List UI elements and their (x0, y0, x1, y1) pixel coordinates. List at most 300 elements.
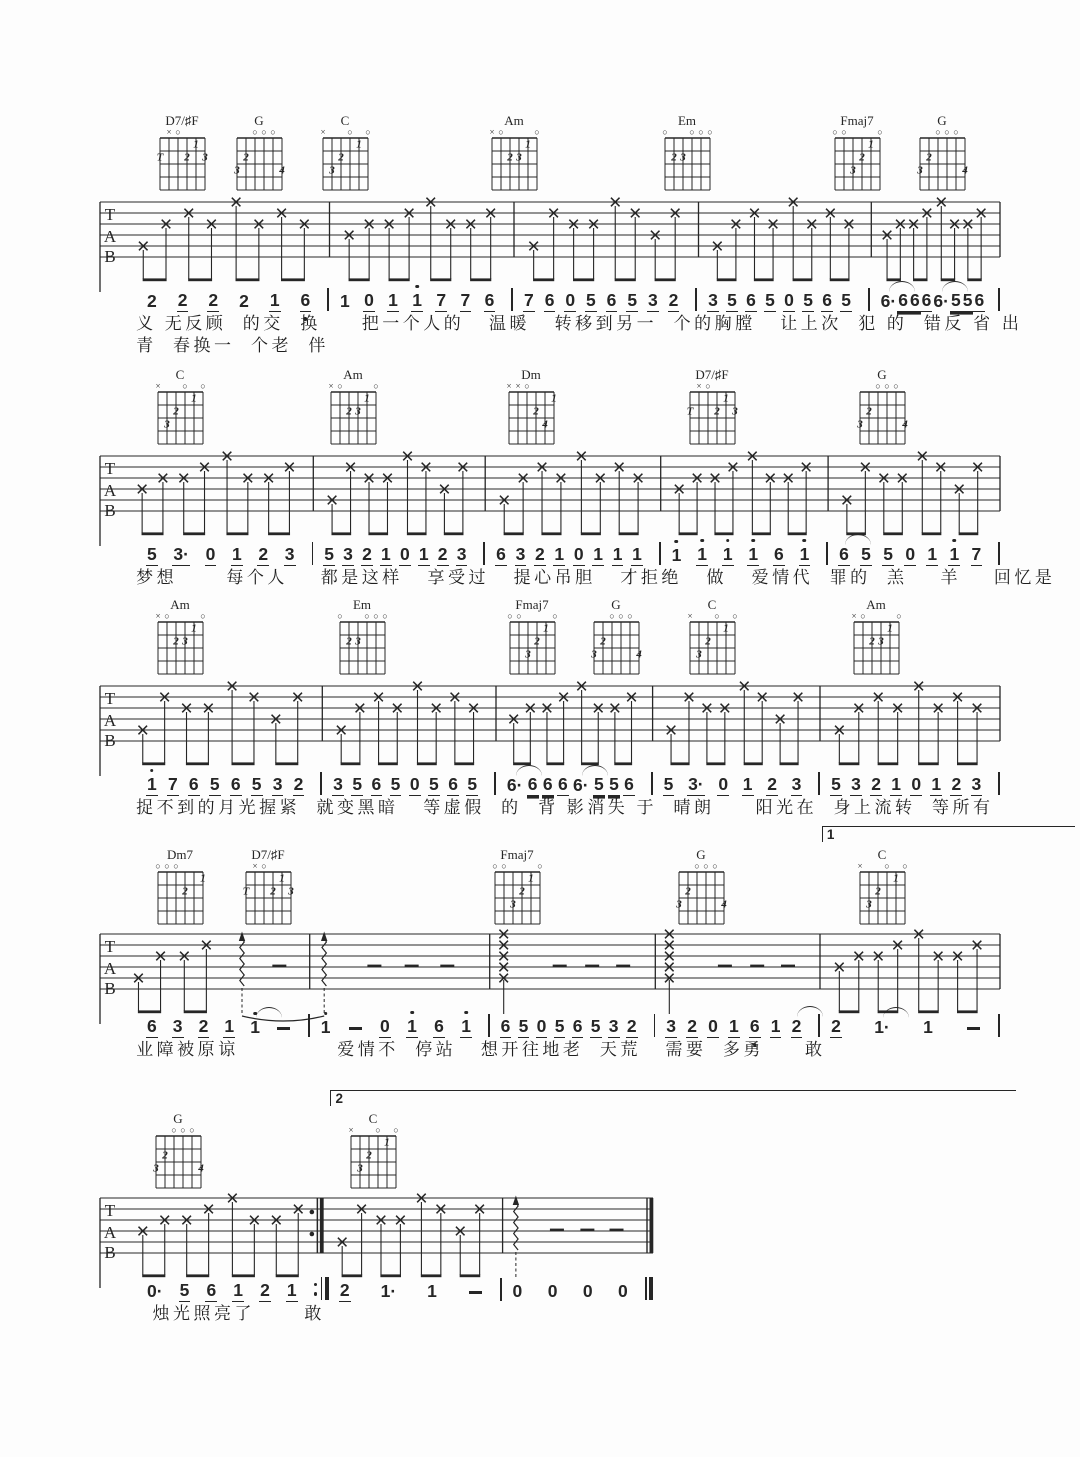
jianpu-note: 0 (582, 1280, 593, 1301)
jianpu-note: 3 (647, 292, 659, 313)
jianpu-note: 3 (791, 776, 803, 797)
jianpu-note: 3 (172, 1018, 184, 1039)
jianpu-note: 1 (926, 546, 938, 567)
final-barline (645, 1277, 653, 1301)
finger-number: 3 (288, 885, 294, 898)
open-string-icon: ○ (507, 611, 513, 621)
jianpu-note: 5 (428, 776, 440, 797)
finger-number: 3 (878, 635, 884, 648)
chord-name: G (696, 848, 706, 862)
open-string-icon: ○ (698, 127, 704, 137)
jianpu-note: 2 (207, 292, 219, 313)
jianpu-note: 5 (626, 292, 638, 313)
chord-Am (845, 598, 909, 686)
open-string-icon: ○ (552, 611, 558, 621)
open-string-icon: ○ (382, 611, 388, 621)
volta-bracket-1 (822, 826, 1075, 842)
open-string-icon: ○ (252, 127, 258, 137)
open-string-icon: ○ (534, 127, 540, 137)
tab-staff-1 (0, 196, 1080, 292)
numbers-line-5 (100, 1270, 653, 1302)
finger-number: 2 (173, 405, 179, 418)
jianpu-note: 3 (515, 546, 527, 567)
muted-string-icon: × (166, 127, 172, 137)
finger-number: 1 (723, 622, 729, 635)
jianpu-note: 2 (791, 1018, 803, 1039)
system-2 (0, 360, 1080, 616)
jianpu-note: 3· (687, 776, 705, 797)
jianpu-note: 0 (536, 1018, 548, 1039)
chord-D7/♯F (681, 368, 745, 456)
jianpu-note: 0 (564, 292, 576, 313)
system-1 (0, 106, 1080, 362)
chord-C (149, 368, 213, 456)
volta-label: 2 (335, 1091, 343, 1106)
jianpu-note: 3 (284, 546, 296, 567)
jianpu-note: 3 (342, 546, 354, 567)
open-string-icon: ○ (714, 611, 720, 621)
finger-number: 3 (355, 405, 361, 418)
open-string-icon: ○ (365, 127, 371, 137)
numbers-line-4 (100, 1006, 1000, 1038)
finger-number: 2 (859, 151, 865, 164)
finger-number: 1 (384, 1136, 390, 1149)
jianpu-note: 1 (146, 776, 158, 797)
finger-number: 1 (525, 138, 531, 151)
open-string-icon: ○ (337, 381, 343, 391)
jianpu-note: 5 (802, 292, 814, 313)
jianpu-note: 5 (726, 292, 738, 313)
tab-staff-3 (0, 680, 1080, 776)
finger-number: 3 (202, 151, 208, 164)
finger-number: 3 (591, 648, 597, 661)
open-string-icon: ○ (694, 861, 700, 871)
finger-number: 2 (534, 635, 540, 648)
chord-C (681, 598, 745, 686)
chord-C (314, 114, 378, 202)
tab-staff-2 (0, 450, 1080, 546)
jianpu-note: 1· (873, 1019, 891, 1039)
jianpu-note: 3 (971, 776, 983, 797)
finger-number: 3 (164, 418, 170, 431)
jianpu-note: 1 (406, 1018, 418, 1039)
octave-dot-above (803, 539, 807, 543)
finger-number: T (156, 151, 164, 164)
jianpu-note: 1 (728, 1018, 740, 1039)
jianpu-note: 1· (380, 1280, 397, 1301)
lyrics-line-1-2: 青 春换一 个老 伴 (136, 336, 329, 355)
jianpu-note: 6 (749, 1018, 761, 1039)
jianpu-note: 7 (523, 292, 535, 313)
barline-thick (649, 1277, 653, 1300)
jianpu-note: 2 (177, 292, 189, 313)
jianpu-note: 6 (484, 292, 496, 313)
finger-number: 2 (243, 151, 249, 164)
jianpu-note: 1 (380, 546, 392, 567)
jianpu-note: 1 (427, 1280, 437, 1301)
open-string-icon: ○ (155, 861, 161, 871)
chord-G (585, 598, 649, 686)
open-string-icon: ○ (347, 127, 353, 137)
jianpu-note: 5 (840, 292, 852, 313)
chord-diagram-G (585, 598, 649, 686)
finger-number: 2 (338, 151, 344, 164)
finger-number: 2 (270, 885, 276, 898)
finger-number: 2 (162, 1149, 168, 1162)
jianpu-note: 1 (747, 546, 759, 567)
jianpu-note: 1 (930, 776, 942, 797)
repeat-dots (314, 1283, 318, 1296)
chord-diagram-G (147, 1112, 211, 1200)
finger-number: 3 (676, 898, 682, 911)
muted-string-icon: × (320, 127, 326, 137)
jianpu-note: 0 (573, 546, 585, 567)
finger-number: 2 (600, 635, 606, 648)
jianpu-note: 5 (466, 776, 478, 797)
finger-number: 4 (542, 418, 548, 431)
lyrics-line-1-1: 义 无反顾 的交 换 把一个人的 温暖 转移到另一 个的胸膛 让上次 犯 的 错反 省 出 (136, 314, 1023, 333)
jianpu-note: 0 (618, 1280, 628, 1301)
chord-name: Am (866, 598, 886, 612)
barline-thin (645, 1277, 647, 1300)
jianpu-note: 1 (770, 1018, 782, 1039)
lyrics-line-5-1: 烛光照亮了 敢 (136, 1304, 325, 1323)
jianpu-note: 0 (363, 292, 375, 313)
numbers-line-1 (100, 280, 1000, 312)
jianpu-note: 3 (665, 1018, 677, 1039)
chord-D7/♯F (237, 848, 301, 936)
jianpu-note: 5 (593, 776, 605, 797)
jianpu-note: 1 (411, 292, 423, 313)
tie-arc (883, 1007, 909, 1018)
chord-diagram-Em (331, 598, 395, 686)
finger-number: 3 (234, 164, 240, 177)
open-string-icon: ○ (492, 861, 498, 871)
octave-dot-above (415, 285, 419, 289)
jianpu-note: 7 (460, 292, 472, 313)
chord-Dm (500, 368, 564, 456)
finger-number: 2 (926, 151, 932, 164)
tie-arc (797, 1006, 823, 1017)
finger-number: 3 (525, 648, 531, 661)
chord-diagram-G (228, 114, 292, 202)
jianpu-note: 5 (554, 1018, 566, 1039)
open-string-icon: ○ (893, 381, 899, 391)
chord-diagram-Am (845, 598, 909, 686)
jianpu-note: 6 (371, 776, 383, 797)
jianpu-note: 0 (910, 776, 922, 797)
jianpu-note: 7 (971, 546, 983, 567)
jianpu-note: 6· (880, 293, 898, 313)
chord-G (147, 1112, 211, 1200)
barline (998, 288, 1000, 311)
jianpu-note: 6 (921, 292, 933, 313)
open-string-icon: ○ (662, 127, 668, 137)
lyrics-line-2-1: 梦想 每个人 都是这样 享受过 提心吊胆 才拒绝 做 爱情代 罪的 羔 羊 回忆是 (136, 568, 1056, 587)
open-string-icon: ○ (627, 611, 633, 621)
jianpu-note: 3 (456, 546, 468, 567)
open-string-icon: ○ (877, 127, 883, 137)
jianpu-note: 2 (361, 546, 373, 567)
jianpu-note: 0 (399, 546, 411, 567)
finger-number: 4 (198, 1162, 204, 1175)
chord-name: Am (170, 598, 190, 612)
octave-dot-above (751, 539, 755, 543)
volta-label: 1 (826, 827, 835, 842)
open-string-icon: ○ (953, 127, 959, 137)
finger-number: 3 (866, 898, 872, 911)
svg-text:T: T (104, 459, 116, 478)
jianpu-note: 7 (435, 292, 447, 313)
muted-string-icon: × (506, 381, 512, 391)
jianpu-note: 3 (707, 292, 719, 313)
chord-diagram-C (149, 368, 213, 456)
numbers-measure-2 (329, 1279, 500, 1303)
jianpu-note: 5 (860, 546, 872, 567)
jianpu-note: 6 (495, 546, 507, 567)
finger-number: 3 (357, 1162, 363, 1175)
chord-name: G (611, 598, 621, 612)
chord-diagram-Dm (500, 368, 564, 456)
finger-number: 2 (685, 885, 691, 898)
open-string-icon: ○ (618, 611, 624, 621)
open-string-icon: ○ (200, 611, 206, 621)
jianpu-note: 2 (668, 292, 680, 313)
chord-name: C (877, 848, 887, 862)
numbers-measure-5 (820, 1015, 998, 1039)
octave-dot-above (150, 769, 154, 773)
chord-name: Em (352, 598, 372, 612)
jianpu-note: 1 (696, 546, 708, 567)
open-string-icon: ○ (705, 381, 711, 391)
finger-number: 2 (671, 151, 677, 164)
muted-string-icon: × (155, 611, 161, 621)
open-string-icon: ○ (732, 611, 738, 621)
chord-Am (149, 598, 213, 686)
jianpu-note: 0 (512, 1280, 523, 1301)
rest-dash (349, 1027, 362, 1030)
open-string-icon: ○ (537, 861, 543, 871)
jianpu-note: 6 (542, 776, 554, 797)
system-5 (0, 1090, 1080, 1346)
chord-Am (322, 368, 386, 456)
finger-number: 2 (866, 405, 872, 418)
jianpu-note: 2 (766, 776, 778, 797)
open-string-icon: ○ (712, 861, 718, 871)
open-string-icon: ○ (875, 381, 881, 391)
chord-name: Dm (521, 368, 541, 382)
svg-text:B: B (104, 979, 116, 998)
chord-diagram-C (342, 1112, 406, 1200)
svg-text:B: B (104, 247, 116, 266)
jianpu-note: 6 (205, 1282, 217, 1303)
jianpu-note: 6 (606, 292, 618, 313)
finger-number: 3 (696, 648, 702, 661)
jianpu-note: 1 (631, 546, 643, 567)
open-string-icon: ○ (944, 127, 950, 137)
tie-arc (845, 534, 871, 545)
chord-Fmaj7 (486, 848, 550, 936)
finger-number: 2 (346, 405, 352, 418)
jianpu-note: 1 (320, 1019, 332, 1039)
finger-number: 4 (721, 898, 727, 911)
chord-diagram-D7/♯F (237, 848, 301, 936)
chord-Em (656, 114, 720, 202)
jianpu-note: 2 (830, 1018, 842, 1039)
finger-number: 4 (636, 648, 642, 661)
finger-number: 3 (516, 151, 522, 164)
jianpu-note: 1 (286, 1282, 298, 1303)
chord-D7/♯F (151, 114, 215, 202)
chord-diagram-Am (483, 114, 547, 202)
octave-dot-above (464, 1011, 468, 1015)
repeat-dot (314, 1292, 318, 1296)
jianpu-note: 2 (437, 546, 449, 567)
open-string-icon: ○ (180, 1125, 186, 1135)
finger-number: 2 (714, 405, 720, 418)
open-string-icon: ○ (501, 861, 507, 871)
finger-number: 1 (356, 138, 362, 151)
jianpu-note: 3 (272, 776, 284, 797)
jianpu-note: 1 (890, 776, 902, 797)
open-string-icon: ○ (841, 127, 847, 137)
finger-number: 1 (191, 392, 197, 405)
finger-number: 1 (364, 392, 370, 405)
jianpu-note: 2 (239, 290, 249, 311)
jianpu-note: 6 (897, 292, 909, 313)
jianpu-note: 5 (882, 546, 894, 567)
repeat-end-barline (314, 1277, 329, 1301)
svg-text:A: A (103, 227, 117, 246)
jianpu-note: 6 (557, 776, 569, 797)
finger-number: 4 (279, 164, 285, 177)
rest-dash (967, 1027, 980, 1030)
muted-string-icon: × (155, 381, 161, 391)
open-string-icon: ○ (364, 611, 370, 621)
muted-string-icon: × (489, 127, 495, 137)
open-string-icon: ○ (935, 127, 941, 137)
jianpu-note: 2 (259, 1282, 271, 1303)
rest-dash (277, 1027, 290, 1030)
open-string-icon: ○ (171, 1125, 177, 1135)
jianpu-note: 6 (527, 776, 539, 797)
open-string-icon: ○ (173, 861, 179, 871)
chord-name: D7/♯F (251, 848, 285, 862)
jianpu-note: 5 (209, 776, 221, 797)
jianpu-note: 3 (608, 1018, 620, 1039)
barline-thin (321, 1277, 323, 1300)
jianpu-note: 1 (387, 292, 399, 313)
volta-bracket-2 (330, 1090, 1016, 1106)
chord-G (911, 114, 975, 202)
jianpu-note: 1 (249, 1019, 261, 1039)
jianpu-note: 6 (821, 292, 833, 313)
chord-C (342, 1112, 406, 1200)
open-string-icon: ○ (524, 381, 530, 391)
chord-diagram-G (851, 368, 915, 456)
chord-name: D7/♯F (695, 368, 729, 382)
jianpu-note: 2 (686, 1018, 698, 1039)
finger-number: 1 (893, 872, 899, 885)
jianpu-note: 5 (962, 292, 974, 313)
jianpu-note: 1 (460, 1018, 472, 1039)
finger-number: 4 (962, 164, 968, 177)
chord-diagram-C (851, 848, 915, 936)
chord-diagram-D7/♯F (151, 114, 215, 202)
chord-name: D7/♯F (165, 114, 199, 128)
jianpu-note: 5 (830, 776, 842, 797)
chord-name: C (175, 368, 185, 382)
jianpu-note: 6 (773, 546, 785, 567)
jianpu-note: 1 (223, 1018, 235, 1039)
octave-dot-above (324, 1012, 328, 1016)
open-string-icon: ○ (200, 381, 206, 391)
chord-G (670, 848, 734, 936)
chord-name: Fmaj7 (840, 114, 874, 128)
finger-number: 1 (887, 622, 893, 635)
octave-dot-above (953, 539, 957, 543)
jianpu-note: 6 (300, 292, 312, 313)
finger-number: T (686, 405, 694, 418)
finger-number: 2 (184, 151, 190, 164)
finger-number: 2 (519, 885, 525, 898)
jianpu-note: 2 (339, 1282, 351, 1303)
svg-text:T: T (104, 937, 116, 956)
finger-number: 3 (850, 164, 856, 177)
chord-diagram-Am (322, 368, 386, 456)
finger-number: 1 (723, 392, 729, 405)
muted-string-icon: × (515, 381, 521, 391)
octave-dot-above (700, 539, 704, 543)
finger-number: 1 (200, 872, 206, 885)
open-string-icon: ○ (609, 611, 615, 621)
jianpu-note: 5 (518, 1018, 530, 1039)
chord-diagram-Am (149, 598, 213, 686)
chord-name: C (340, 114, 350, 128)
jianpu-note: 6 (188, 776, 200, 797)
finger-number: 3 (510, 898, 516, 911)
svg-text:T: T (104, 205, 116, 224)
numbers-line-3 (100, 764, 1000, 796)
jianpu-note: 1 (553, 546, 565, 567)
chord-diagram-Dm7 (149, 848, 213, 936)
svg-text:T: T (104, 1201, 116, 1220)
jianpu-note: 1 (722, 546, 734, 567)
jianpu-note: 0 (904, 546, 916, 567)
chord-diagram-G (670, 848, 734, 936)
open-string-icon: ○ (261, 127, 267, 137)
finger-number: 2 (346, 635, 352, 648)
svg-text:T: T (104, 689, 116, 708)
finger-number: 3 (329, 164, 335, 177)
chord-name: Em (677, 114, 697, 128)
chord-diagram-C (314, 114, 378, 202)
open-string-icon: ○ (498, 127, 504, 137)
numbers-line-2 (100, 534, 1000, 566)
jianpu-note: 1 (232, 1282, 244, 1303)
finger-number: 1 (868, 138, 874, 151)
muted-string-icon: × (851, 611, 857, 621)
open-string-icon: ○ (373, 611, 379, 621)
open-string-icon: ○ (896, 611, 902, 621)
chord-G (228, 114, 292, 202)
open-string-icon: ○ (182, 381, 188, 391)
barline (998, 772, 1000, 795)
chord-diagram-Fmaj7 (486, 848, 550, 936)
jianpu-note: 2 (198, 1018, 210, 1039)
chord-name: C (707, 598, 717, 612)
jianpu-note: 5 (179, 1282, 191, 1303)
